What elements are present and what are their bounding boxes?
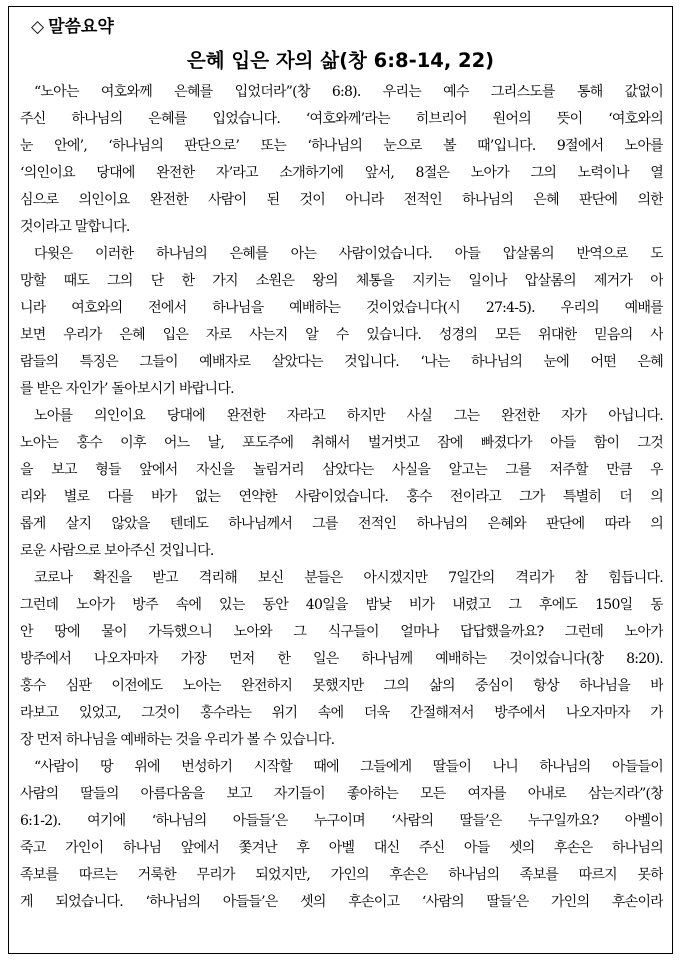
paragraph-line: ‘의인이요 당대에 완전한 자’라고 소개하기에 앞서, 8절은 노아가 그의 노력이나 열	[20, 165, 663, 181]
diamond-icon: ◇	[31, 17, 45, 37]
paragraph	[20, 565, 663, 754]
paragraph-line: 홍수 심판 이전에도 노아는 완전하지 못했지만 그의 삶의 중심이 항상 하나님을 바	[20, 678, 663, 694]
paragraph-line: 주신 하나님의 은혜를 입었습니다. ‘여호와께’라는 히브리어 원어의 뜻이 ‘여호와의	[20, 111, 663, 127]
paragraph-line: 망할 때도 그의 단 한 가지 소원은 왕의 체통을 지키는 일이나 압살롬의 제거가 아	[20, 273, 663, 289]
paragraph-line: 장 먼저 하나님을 예배하는 것을 우리가 볼 수 있습니다.	[20, 732, 335, 748]
paragraph-line: 다윗은 이러한 하나님의 은혜를 아는 사람이었습니다. 아들 압살롬의 반역으로 도	[34, 246, 663, 262]
paragraph-line: “사람이 땅 위에 번성하기 시작할 때에 그들에게 딸들이 나니 하나님의 아들들이	[34, 759, 663, 775]
section-label-text: 말씀요약	[48, 17, 114, 37]
paragraph	[20, 403, 663, 565]
sermon-title: 은혜 입은 자의 삶(창 6:8-14, 22)	[186, 49, 495, 72]
paragraph-line: 방주에서 나오자마자 가장 먼저 한 일은 하나님께 예배하는 것이었습니다(창 8:20).	[20, 651, 663, 667]
paragraph-line: 리와 별로 다를 바가 없는 연약한 사람이었습니다. 홍수 전이라고 그가 특별히 더 의	[20, 489, 663, 505]
paragraph-line: 심으로 의인이요 완전한 사람이 된 것이 아니라 전적인 하나님의 은혜 판단에 의한	[20, 192, 663, 208]
paragraph	[20, 754, 663, 916]
paragraph-line: 게 되었습니다. ‘하나님의 아들들’은 셋의 후손이고 ‘사람의 딸들’은 가인의 후손이라	[20, 894, 663, 910]
paragraph-line: 라보고 있었고, 그것이 홍수라는 위기 속에 더욱 간절해져서 방주에서 나오자마자 가	[20, 705, 663, 721]
paragraph-line: 람들의 특징은 그들이 예배자로 살았다는 것입니다. ‘나는 하나님의 눈에 어떤 은혜	[20, 354, 663, 370]
paragraph-line: 6:1-2). 여기에 ‘하나님의 아들들’은 누구이며 ‘사람의 딸들’은 누구일까요? 아벨이	[20, 813, 663, 829]
paragraph-line: 안 땅에 물이 가득했으니 노아와 그 식구들이 얼마나 답답했을까요? 그런데 노아가	[20, 624, 663, 640]
paragraph-line: 죽고 가인이 하나님 앞에서 쫓겨난 후 아벨 대신 주신 아들 셋의 후손은 하나님의	[20, 840, 663, 856]
paragraph-line: 롭게 살지 않았을 텐데도 하나님께서 그를 전적인 하나님의 은혜와 판단에 따라 의	[20, 516, 663, 532]
paragraph-line: 것이라고 말합니다.	[20, 219, 130, 235]
sermon-summary-box	[8, 6, 673, 954]
paragraph-line: 그런데 노아가 방주 속에 있는 동안 40일을 밤낮 비가 내렸고 그 후에도 150일 동	[20, 597, 663, 613]
paragraph-line: 을 보고 형들 앞에서 자신을 놀림거리 삼았다는 사실을 알고는 그를 저주할 만큼 우	[20, 462, 663, 478]
paragraph-line: 족보를 따르는 거룩한 무리가 되었지만, 가인의 후손은 하나님의 족보를 따르지 못하	[20, 867, 663, 883]
sermon-body	[20, 79, 663, 916]
paragraph-line: 니라 여호와의 전에서 하나님을 예배하는 것이었습니다(시 27:4-5). 우리의 예배를	[20, 300, 663, 316]
paragraph-line: 보면 우리가 은혜 입은 자로 사는지 알 수 있습니다. 성경의 모든 위대한 믿음의 사	[20, 327, 663, 343]
paragraph-line: “노아는 여호와께 은혜를 입었더라”(창 6:8). 우리는 예수 그리스도를 통해 값없이	[34, 84, 663, 100]
paragraph-line: 노아를 의인이요 당대에 완전한 자라고 하지만 사실 그는 완전한 자가 아닙니다.	[34, 408, 663, 424]
paragraph	[20, 79, 663, 241]
section-label	[31, 15, 114, 39]
paragraph-line: 로운 사람으로 보아주신 것입니다.	[20, 543, 214, 559]
paragraph-line: 사람의 딸들의 아름다움을 보고 자기들이 좋아하는 모든 여자를 아내로 삼는지라”(창	[20, 786, 663, 802]
paragraph-line: 노아는 홍수 이후 어느 날, 포도주에 취해서 벌거벗고 잠에 빠졌다가 아들 함이 그것	[20, 435, 663, 451]
paragraph-line: 눈 안에’, ‘하나님의 판단으로’ 또는 ‘하나님의 눈으로 볼 때’입니다. 9절에서 노아를	[20, 138, 663, 154]
paragraph-line: 를 받은 자인가’ 돌아보시기 바랍니다.	[20, 381, 234, 397]
paragraph-line: 코로나 확진을 받고 격리해 보신 분들은 아시겠지만 7일간의 격리가 참 힘듭니다.	[34, 570, 663, 586]
paragraph	[20, 241, 663, 403]
